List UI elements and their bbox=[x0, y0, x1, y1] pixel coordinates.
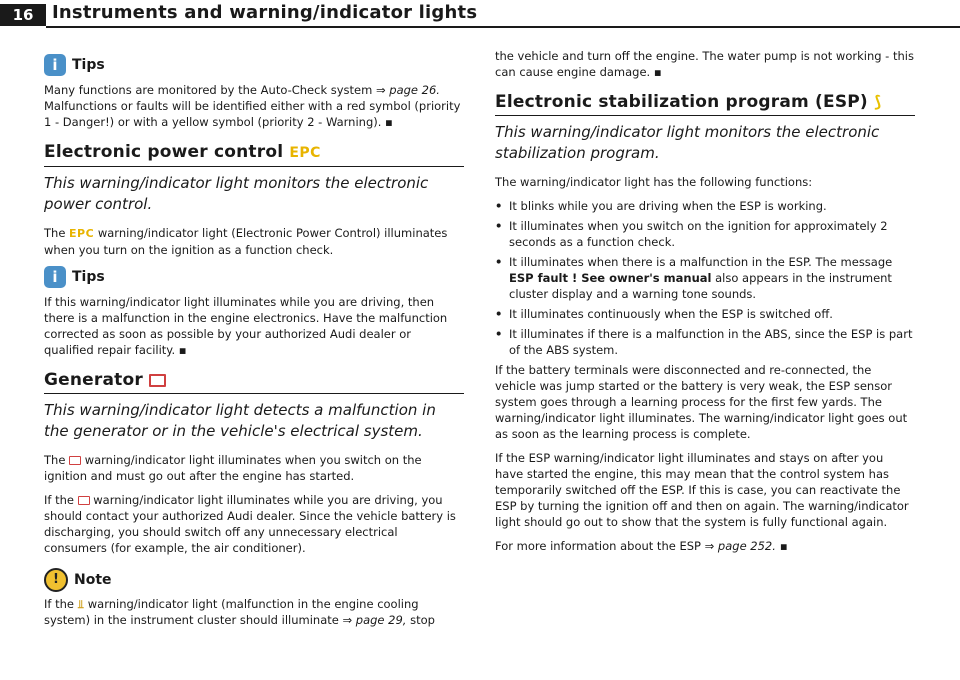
chapter-title: Instruments and warning/indicator lights bbox=[52, 2, 478, 23]
page-header bbox=[0, 0, 960, 28]
battery-icon bbox=[69, 456, 81, 465]
note-heading: ! Note bbox=[44, 568, 464, 592]
info-icon: i bbox=[44, 266, 66, 288]
esp-lead: The warning/indicator light has the following functions: bbox=[495, 175, 813, 189]
continued-text: the vehicle and turn off the engine. The water pump is not working - this can cause engine damage. ▪ bbox=[495, 49, 914, 79]
info-icon: i bbox=[44, 54, 66, 76]
battery-icon bbox=[149, 374, 166, 387]
list-item: • It blinks while you are driving when the ESP is working. bbox=[495, 198, 915, 214]
generator-p2: If the warning/indicator light illuminates while you are driving, you should contact your authorized Audi dealer. Since the vehicle battery is discharging, you should switch off any unnecessary electrical consumers (for example, the air conditioner). bbox=[44, 493, 456, 555]
epc-body: The EPC warning/indicator light (Electronic Power Control) illuminates when you turn on the ignition as a function check. bbox=[44, 226, 448, 257]
esp-icon: ⟆ bbox=[874, 92, 882, 111]
generator-intro: This warning/indicator light detects a malfunction in the generator or in the vehicle's electrical system. bbox=[44, 401, 436, 440]
coolant-icon: ⫫ bbox=[77, 597, 85, 611]
right-column bbox=[495, 48, 915, 562]
tip-heading: i Tips bbox=[44, 266, 464, 288]
tip-text: Many functions are monitored by the Auto-Check system ⇒ page 26. Malfunctions or faults will be identified either with a red symbol (priority 1 - Danger!) or with a yellow symbol (priority 2 - Warning). ▪ bbox=[44, 83, 461, 129]
tip-heading: i Tips bbox=[44, 54, 464, 76]
generator-p1: The warning/indicator light illuminates when you switch on the ignition and must go out after the engine has started. bbox=[44, 453, 422, 483]
epc-icon: EPC bbox=[289, 145, 321, 161]
list-item: • It illuminates when there is a malfunction in the ESP. The message ESP fault ! See owner's manual also appears in the instrument cluster display and a warning tone sounds. bbox=[495, 254, 915, 302]
epc-heading: Electronic power control EPC bbox=[44, 144, 464, 167]
list-item: • It illuminates when you switch on the ignition for approximately 2 seconds as a function check. bbox=[495, 218, 915, 250]
left-column bbox=[44, 48, 464, 636]
epc-intro: This warning/indicator light monitors the electronic power control. bbox=[44, 174, 429, 213]
note-text: If the ⫫ warning/indicator light (malfunction in the engine cooling system) in the instrument cluster should illuminate ⇒ page 29, stop bbox=[44, 597, 435, 627]
generator-heading: Generator bbox=[44, 372, 464, 394]
esp-p1: If the battery terminals were disconnected and re-connected, the vehicle was jump started or the battery is very weak, the ESP sensor system goes through a learning process for the first few yards. The warning/indicator light illuminates. The warning/indicator light goes out as soon as the learning process is complete. bbox=[495, 363, 908, 441]
list-item: • It illuminates continuously when the ESP is switched off. bbox=[495, 306, 915, 322]
caution-icon: ! bbox=[44, 568, 68, 592]
esp-p2: If the ESP warning/indicator light illuminates and stays on after you have started the engine, this may mean that the control system has temporarily switched off the ESP. If this is case, you can reactivate the ESP by turning the ignition off and then on again. The warning/indicator light should go out to show that the system is fully functional again. bbox=[495, 451, 909, 529]
esp-intro: This warning/indicator light monitors the electronic stabilization program. bbox=[495, 123, 880, 162]
esp-p3: For more information about the ESP ⇒ page 252. ▪ bbox=[495, 539, 788, 553]
list-item: • It illuminates if there is a malfunction in the ABS, since the ESP is part of the ABS system. bbox=[495, 326, 915, 358]
esp-heading: Electronic stabilization program (ESP) ⟆ bbox=[495, 94, 915, 116]
header-rule bbox=[46, 26, 960, 28]
tip-text: If this warning/indicator light illuminates while you are driving, then there is a malfunction in the engine electronics. Have the malfunction corrected as soon as possible by your authorized Audi dealer or qualified repair facility. ▪ bbox=[44, 295, 448, 357]
epc-icon: EPC bbox=[69, 227, 95, 240]
battery-icon bbox=[78, 496, 90, 505]
esp-function-list bbox=[495, 198, 915, 358]
page-number: 16 bbox=[0, 4, 46, 26]
